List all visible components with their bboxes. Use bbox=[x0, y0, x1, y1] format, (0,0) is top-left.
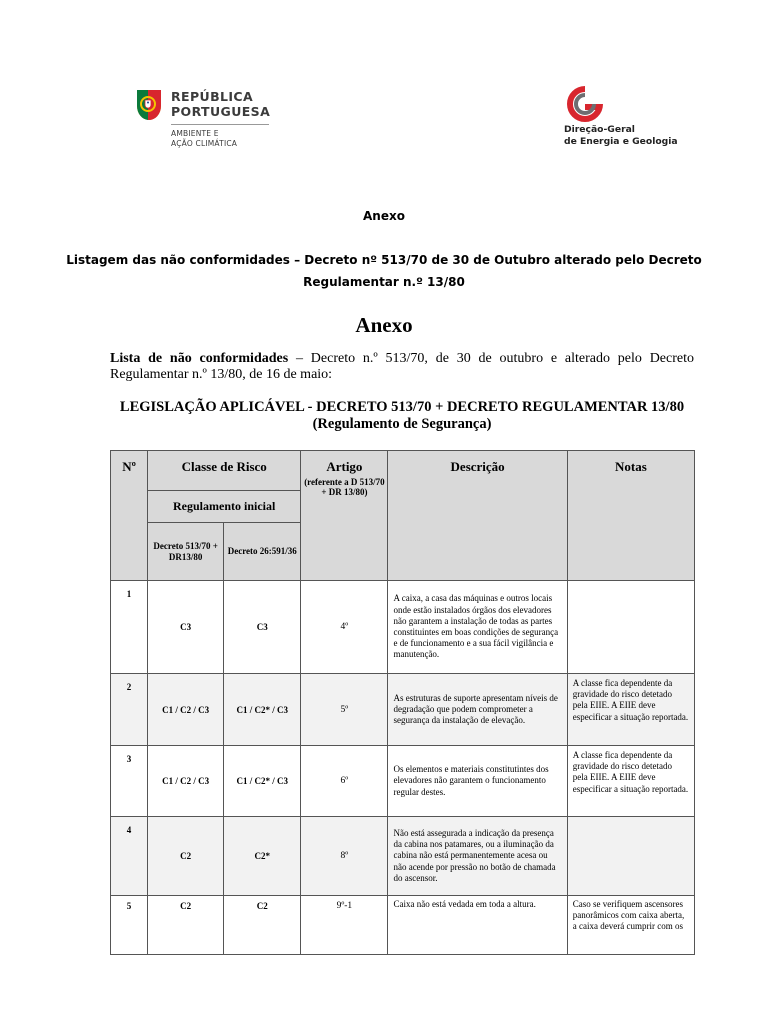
logo-subtext-ambiente: AMBIENTE E bbox=[171, 129, 219, 138]
cell-num: 3 bbox=[111, 746, 148, 817]
cell-artigo: 5º bbox=[301, 674, 388, 746]
header-artigo-note: (referente a D 513/70 + DR 13/80) bbox=[304, 477, 385, 497]
nonconformity-table bbox=[110, 450, 695, 955]
cell-num: 4 bbox=[111, 817, 148, 896]
header-notas: Notas bbox=[567, 451, 694, 581]
logo-text-republica: REPÚBLICA bbox=[171, 89, 254, 104]
anexo-heading-large: Anexo bbox=[355, 313, 413, 337]
cell-classe-26591: C3 bbox=[224, 581, 301, 674]
cell-notas: Caso se verifiquem ascensores panorâmicos com caixa aberta, a caixa deverá cumprir com os bbox=[567, 896, 694, 955]
cell-classe-513: C3 bbox=[148, 581, 224, 674]
header-descricao: Descrição bbox=[388, 451, 567, 581]
logo-text-portuguesa: PORTUGUESA bbox=[171, 104, 271, 119]
cell-notas bbox=[567, 817, 694, 896]
anexo-heading-small: Anexo bbox=[363, 209, 405, 223]
logo-divider bbox=[171, 124, 269, 125]
cell-notas bbox=[567, 581, 694, 674]
cell-num: 2 bbox=[111, 674, 148, 746]
header-num: Nº bbox=[111, 451, 148, 581]
logo-subtext-acao-climatica: AÇÃO CLIMÁTICA bbox=[171, 139, 238, 148]
list-title-line1: Listagem das não conformidades – Decreto nº 513/70 de 30 de Outubro alterado pelo Decreto bbox=[66, 253, 702, 267]
cell-artigo: 6º bbox=[301, 746, 388, 817]
cell-classe-513: C2 bbox=[148, 896, 224, 955]
dgeg-logo bbox=[562, 86, 682, 152]
table-row bbox=[111, 746, 695, 817]
cell-classe-26591: C2* bbox=[224, 817, 301, 896]
cell-descricao: A caixa, a casa das máquinas e outros locais onde estão instalados órgãos dos elevadores não garantem a instalação de todas as partes constituintes em boas condições de segurança e de funcionamento e a sua fácil vigilância e manutenção. bbox=[388, 581, 567, 674]
header-regulamento-inicial: Regulamento inicial bbox=[148, 491, 301, 523]
table-row bbox=[111, 581, 695, 674]
list-title-line2: Regulamentar n.º 13/80 bbox=[303, 275, 465, 289]
header-decreto-26591-36: Decreto 26:591/36 bbox=[224, 523, 301, 581]
cell-classe-26591: C1 / C2* / C3 bbox=[224, 746, 301, 817]
cell-classe-26591: C1 / C2* / C3 bbox=[224, 674, 301, 746]
cell-num: 1 bbox=[111, 581, 148, 674]
cell-classe-513: C2 bbox=[148, 817, 224, 896]
cell-classe-513: C1 / C2 / C3 bbox=[148, 674, 224, 746]
cell-artigo: 8º bbox=[301, 817, 388, 896]
table-row bbox=[111, 674, 695, 746]
table-row bbox=[111, 896, 695, 955]
intro-text: – Decreto n.º 513/70, de 30 de outubro e alterado pelo Decreto Regulamentar n.º 13/80, de 16 de maio: bbox=[110, 351, 694, 382]
header-artigo bbox=[301, 451, 388, 581]
cell-artigo: 9º-1 bbox=[301, 896, 388, 955]
dgeg-text-line1: Direção-Geral bbox=[564, 124, 635, 135]
header-artigo-label: Artigo bbox=[326, 459, 363, 474]
cell-artigo: 4º bbox=[301, 581, 388, 674]
table-row bbox=[111, 817, 695, 896]
coat-of-arms-icon bbox=[134, 86, 164, 126]
cell-descricao: Os elementos e materiais constitutintes dos elevadores não garantem o funcionamento regular destes. bbox=[388, 746, 567, 817]
cell-notas: A classe fica dependente da gravidade do risco detetado pela EIIE. A EIIE deve especificar a situação reportada. bbox=[567, 746, 694, 817]
header-classe-risco: Classe de Risco bbox=[148, 451, 301, 491]
cell-notas: A classe fica dependente da gravidade do risco detetado pela EIIE. A EIIE deve especificar a situação reportada. bbox=[567, 674, 694, 746]
dgeg-text-line2: de Energia e Geologia bbox=[564, 136, 678, 147]
legislation-title: LEGISLAÇÃO APLICÁVEL - DECRETO 513/70 + DECRETO REGULAMENTAR 13/80 (Regulamento de Segurança) bbox=[119, 399, 685, 432]
cell-descricao: Não está assegurada a indicação da presença da cabina nos patamares, ou a iluminação da cabina não está permanentemente acesa ou não acende por pressão no botão de chamada do ascensor. bbox=[388, 817, 567, 896]
intro-paragraph bbox=[110, 351, 694, 383]
dgeg-mark-icon bbox=[565, 86, 605, 122]
cell-descricao: As estruturas de suporte apresentam níveis de degradação que podem comprometer a segurança da instalação de elevação. bbox=[388, 674, 567, 746]
intro-bold-label: Lista de não conformidades bbox=[110, 351, 289, 366]
table-header-row bbox=[111, 451, 695, 491]
republica-portuguesa-logo bbox=[134, 86, 284, 150]
cell-descricao: Caixa não está vedada em toda a altura. bbox=[388, 896, 567, 955]
header-decreto-513-70: Decreto 513/70 + DR13/80 bbox=[148, 523, 224, 581]
cell-classe-513: C1 / C2 / C3 bbox=[148, 746, 224, 817]
cell-num: 5 bbox=[111, 896, 148, 955]
cell-classe-26591: C2 bbox=[224, 896, 301, 955]
